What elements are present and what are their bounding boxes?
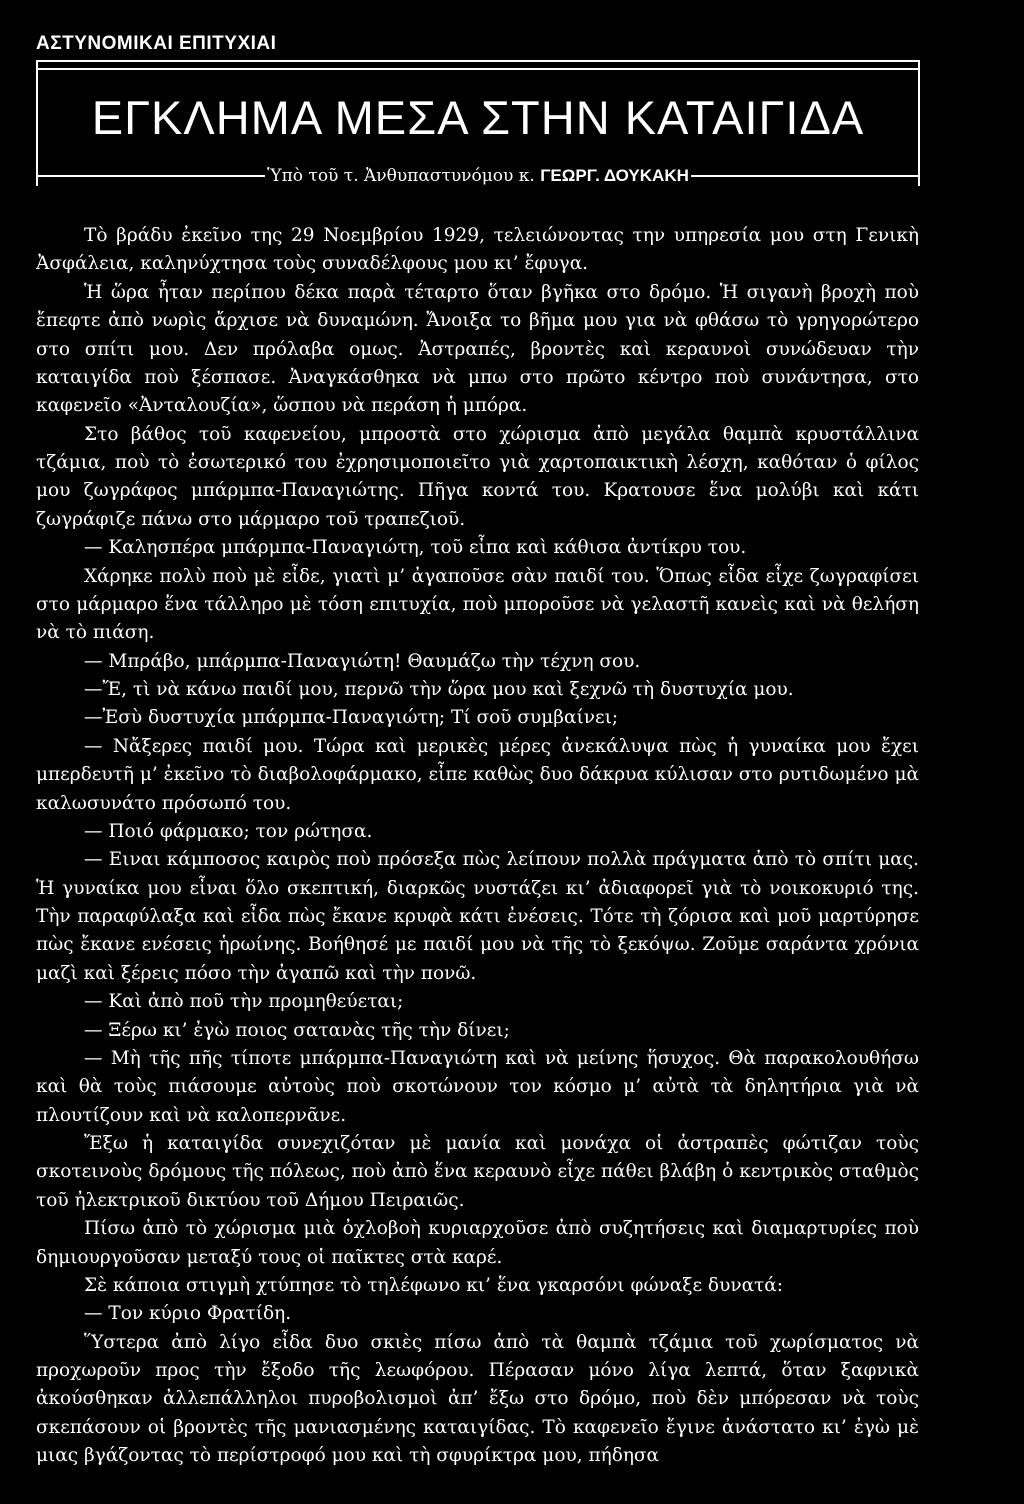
article-title: ΕΓΚΛΗΜΑ ΜΕΣΑ ΣΤΗΝ ΚΑΤΑΙΓΙΔΑ [91,91,865,144]
paragraph: — Ξέρω κι’ ἐγὼ ποιος σατανὰς τῆς τὴν δίνει; [84,1019,510,1041]
byline-rule-left [36,175,265,177]
paragraph: Πίσω ἀπὸ τὸ χώρισμα μιὰ ὀχλοβοὴ κυριαρχοῦσε ἀπὸ συζητήσεις καὶ διαμαρτυρίες ποὺ δημιουργοῦσαν μεταξύ τους οἱ παῖκτες στὰ καρέ. [36,1218,919,1268]
paragraph: — Καὶ ἀπὸ ποῦ τὴν προμηθεύεται; [84,991,404,1013]
title-frame-inner-rule [38,68,918,70]
paragraph: Χάρηκε πολὺ ποὺ μὲ εἶδε, γιατὶ μ’ ἀγαποῦσε σὰν παιδί του. Ὅπως εἶδα εἶχε ζωγραφίσει στο μάρμαρο ἕνα τάλληρο μὲ τόση επιτυχία, ποὺ μποροῦσε νὰ γελαστῆ κανεὶς καὶ νὰ θελήση νὰ τὸ πιάση. [36,565,919,644]
paragraph: Ὕστερα ἀπὸ λίγο εἶδα δυο σκιὲς πίσω ἀπὸ τὰ θαμπὰ τζάμια τοῦ χωρίσματος νὰ προχωροῦν προς τὴν ἔξοδο τῆς λεωφόρου. Πέρασαν μόνο λίγα λεπτά, ὅταν ξαφνικὰ ἀκούσθηκαν ἀλλεπάλληλοι πυροβολισμοὶ ἀπ’ ἔξω στο δρόμο, ποὺ δὲν μπόρεσαν νὰ τοὺς σκεπάσουν οἱ βροντὲς τῆς μανιασμένης καταιγίδας. Τὸ καφενεῖο ἔγινε ἀνάστατο κι’ ἐγὼ μὲ μιας βγάζοντας τὸ περίστροφό μου καὶ τὴ σφυρίκτρα μου, πήδησα [36,1331,919,1467]
paragraph: — Μὴ τῆς πῆς τίποτε μπάρμπα-Παναγιώτη καὶ νὰ μείνης ἥσυχος. Θὰ παρακολουθήσω καὶ θὰ τοὺς πιάσουμε αὐτοὺς ποὺ σκοτώνουν τον κόσμο μ’ αὐτὰ τὰ δηλητήρια γιὰ νὰ πλουτίζουν καὶ νὰ καλοπερνᾶνε. [36,1047,919,1126]
byline-prefix: Ὑπὸ τοῦ τ. Ἀνθυπαστυνόμου κ. [267,166,535,186]
paragraph: — Νἄξερες παιδί μου. Τώρα καὶ μερικὲς μέρες ἀνεκάλυψα πὼς ἡ γυναίκα μου ἔχει μπερδευτῆ μ’ ἐκεῖνο τὸ διαβολοφάρμακο, εἶπε καθὼς δυο δάκρυα κύλισαν στο ρυτιδωμένο μὰ καλωσυνάτο πρόσωπό του. [36,735,919,814]
byline-row [36,166,920,186]
paragraph: —Ἔ, τὶ νὰ κάνω παιδί μου, περνῶ τὴν ὥρα μου καὶ ξεχνῶ τὴ δυστυχία μου. [84,679,794,700]
paragraph: Τὸ βράδυ ἐκεῖνο της 29 Νοεμβρίου 1929, τελειώνοντας την υπηρεσία μου στη Γενικὴ Ἀσφάλεια, καληνύχτησα τοὺς συναδέλφους μου κι’ ἔφυγα. [36,225,919,275]
paragraph: — Μπράβο, μπάρμπα-Παναγιώτη! Θαυμάζω τὴν τέχνη σου. [84,650,641,672]
paragraph: — Τον κύριο Φρατίδη. [84,1303,292,1325]
article-body [36,222,919,1471]
byline [265,166,691,186]
paragraph: — Καλησπέρα μπάρμπα-Παναγιώτη, τοῦ εἶπα καὶ κάθισα ἀντίκρυ του. [84,537,747,559]
paragraph: Στο βάθος τοῦ καφενείου, μπροστὰ στο χώρισμα ἀπὸ μεγάλα θαμπὰ κρυστάλλινα τζάμια, ποὺ τὸ ἐσωτερικό του ἐχρησιμοποιεῖτο γιὰ χαρτοπαικτικὴ λέσχη, καθόταν ὁ φίλος μου ζωγράφος μπάρμπα-Παναγιώτης. Πῆγα κοντά του. Κρατουσε ἕνα μολύβι καὶ κάτι ζωγράφιζε πάνω στο μάρμαρο τοῦ τραπεζιοῦ. [36,423,919,530]
paragraph: Ἡ ὥρα ἦταν περίπου δέκα παρὰ τέταρτο ὅταν βγῆκα στο δρόμο. Ἡ σιγανὴ βροχὴ ποὺ ἔπεφτε ἀπὸ νωρὶς ἄρχισε νὰ δυναμώνη. Ἄνοιξα το βῆμα μου για νὰ φθάσω τὸ γρηγορώτερο στο σπίτι μου. Δεν πρόλαβα ομως. Ἀστραπές, βροντὲς καὶ κεραυνοὶ συνώδευαν τὴν καταιγίδα ποὺ ξέσπασε. Ἀναγκάσθηκα νὰ μπω στο πρῶτο κέντρο ποὺ συνάντησα, στο καφενεῖο «Ἀνταλουζία», ὥσπου νὰ περάση ἡ μπόρα. [36,281,919,417]
paragraph: — Ποιό φάρμακο; τον ρώτησα. [84,820,373,842]
paragraph: —Ἐσὺ δυστυχία μπάρμπα-Παναγιώτη; Τί σοῦ συμβαίνει; [84,707,619,729]
paragraph: Σὲ κάποια στιγμὴ χτύπησε τὸ τηλέφωνο κι’ ἕνα γκαρσόνι φώναξε δυνατά: [84,1274,784,1296]
byline-rule-right [691,175,920,177]
series-heading: ΑΣΤΥΝΟΜΙΚΑΙ ΕΠΙΤΥΧΙΑΙ [36,33,277,54]
paragraph: — Ειναι κάμποσος καιρὸς ποὺ πρόσεξα πὼς λείπουν πολλὰ πράγματα ἀπὸ τὸ σπίτι μας. Ἡ γυναίκα μου εἶναι ὅλο σκεπτική, διαρκῶς νυστάζει κι’ ἀδιαφορεῖ γιὰ τὸ νοικοκυριό της. Τὴν παραφύλαξα καὶ εἶδα πὼς ἔκανε κρυφὰ κάτι ἐνέσεις. Τότε τὴ ζόρισα καὶ μοῦ μαρτύρησε πὼς ἔκανε ενέσεις ἡρωίνης. Βοήθησέ με παιδί μου νὰ τῆς τὸ ξεκόψω. Ζοῦμε σαράντα χρόνια μαζὶ καὶ ξέρεις πόσο τὴν ἀγαπῶ καὶ τὴν πονῶ. [36,849,919,984]
byline-author: ΓΕΩΡΓ. ΔΟΥΚΑΚΗ [540,166,689,185]
paragraph: Ἔξω ἡ καταιγίδα συνεχιζόταν μὲ μανία καὶ μονάχα οἱ ἀστραπὲς φώτιζαν τοὺς σκοτεινοὺς δρόμους τῆς πόλεως, ποὺ ἀπὸ ἕνα κεραυνὸ εἶχε πάθει βλάβη ὁ κεντρικὸς σταθμὸς τοῦ ἠλεκτρικοῦ δικτύου τοῦ Δήμου Πειραιῶς. [36,1133,919,1211]
